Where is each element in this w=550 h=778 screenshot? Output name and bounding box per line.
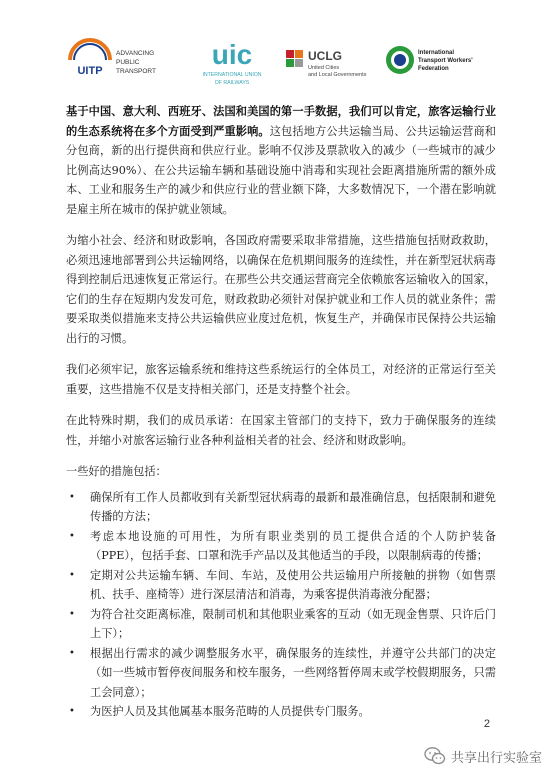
- paragraph-2: 为缩小社会、经济和财政影响，各国政府需要采取非常措施，这些措施包括财政救助，必须迅速地部署到公共运输网络，以确保在危机期间服务的连续性，并在新型冠状病毒得到控制后迅速恢复正常运行。在那些公共交通运营商完全依赖旅客运输收入的国家，它们的生存在短期内发发可危，财政救助必须针对保护就业和工作人员的就业条件；需要采取类似措施来支持公共运输供应业度过危机，恢复生产，并确保市民保持公共运输出行的习惯。: [66, 234, 496, 345]
- uic-mark: uic: [211, 39, 253, 70]
- list-item: [66, 488, 496, 527]
- uclg-line2: and Local Governments: [308, 72, 367, 78]
- paragraph-1: [66, 102, 496, 219]
- uitp-line2: PUBLIC: [116, 59, 140, 66]
- uclg-line1: United Cities: [308, 65, 340, 71]
- uic-line2: OF RAILWAYS: [214, 80, 250, 86]
- uclg-logo: [284, 36, 384, 88]
- uitp-mark: UITP: [77, 65, 103, 77]
- uic-line1: INTERNATIONAL UNION: [202, 72, 262, 78]
- measures-list: [66, 488, 496, 722]
- paragraph-1-body: 这包括地方公共运输当局、公共运输运营商和分包商，新的出行提供商和供应行业。影响不仅涉及票款收入的减少（一些城市的减少比例高达90%）、在公共运输车辆和基础设施中消毒和实现社会距离措施所需的额外成本、工业和服务生产的减少和供应行业的营业额下降，大多数情况下，一个潜在影响就是雇主所在城市的保护就业领域。: [66, 124, 496, 216]
- bullet-icon: •: [69, 569, 75, 581]
- list-item-text: 定期对公共运输车辆、车间、车站，及使用公共运输用户所接触的拼物（如售票机、扶手、座椅等）进行深层清洁和消毒，为乘客提供消毒液分配器；: [90, 568, 496, 601]
- bullet-icon: •: [69, 647, 75, 659]
- list-item: [66, 605, 496, 644]
- paragraph-3: 我们必须牢记，旅客运输系统和维持这些系统运行的全体员工，对经济的正常运行至关重要，这些措施不仅是支持相关部门，还是支持整个社会。: [66, 363, 496, 396]
- partner-logos: [66, 36, 496, 88]
- itf-line1: International: [418, 50, 455, 56]
- wechat-icon: [424, 746, 446, 766]
- list-item: [66, 527, 496, 566]
- document-body: [66, 102, 496, 722]
- paragraph-4: 在此特殊时期，我们的成员承诺：在国家主管部门的支持下，致力于确保服务的连续性，并缩小对旅客运输行业各种利益相关者的社会、经济和财政影响。: [66, 414, 496, 447]
- uitp-line1: ADVANCING: [116, 50, 155, 57]
- bullet-icon: •: [69, 608, 75, 620]
- bullet-icon: •: [69, 706, 75, 717]
- itf-line2: Transport Workers': [418, 58, 473, 64]
- bullet-icon: •: [69, 530, 75, 542]
- list-item: [66, 566, 496, 605]
- uitp-logo: [66, 36, 174, 88]
- watermark-text: 共享出行实验室: [450, 750, 542, 766]
- list-item-text: 为符合社交距离标准，限制司机和其他职业乘客的互动（如无现金售票、只许后门上下）；: [90, 607, 496, 640]
- wechat-watermark: [424, 744, 542, 768]
- uclg-mark: UCLG: [308, 49, 342, 63]
- itf-line3: Federation: [418, 66, 449, 72]
- list-item: [66, 702, 496, 722]
- measures-intro: 一些好的措施包括：: [66, 465, 167, 478]
- list-item-text: 为医护人员及其他属基本服务范畴的人员提供专门服务。: [90, 705, 370, 718]
- itf-logo: [384, 36, 496, 88]
- list-item-text: 考虑本地设施的可用性，为所有职业类别的员工提供合适的个人防护装备（PPE），包括手套、口罩和洗手产品以及其他适当的手段，以限制病毒的传播；: [90, 529, 496, 562]
- uitp-line3: TRANSPORT: [116, 68, 156, 75]
- list-item-text: 确保所有工作人员都收到有关新型冠状病毒的最新和最准确信息，包括限制和避免传播的方法；: [90, 490, 496, 523]
- bullet-icon: •: [69, 491, 75, 503]
- list-item-text: 根据出行需求的减少调整服务水平，确保服务的连续性，并遵守公共部门的决定（如一些城市暂停夜间服务和校车服务，一些网络暂停周末或学校假期服务，只需工会同意）；: [90, 646, 496, 699]
- page-number: 2: [483, 718, 490, 730]
- uic-logo: [184, 36, 284, 88]
- list-item: [66, 644, 496, 703]
- paragraph-1-lead: 基于中国、意大利、西班牙、法国和美国的第一手数据，我们可以肯定，旅客运输行业的生态系统将在多个方面受到严重影响。: [66, 104, 496, 138]
